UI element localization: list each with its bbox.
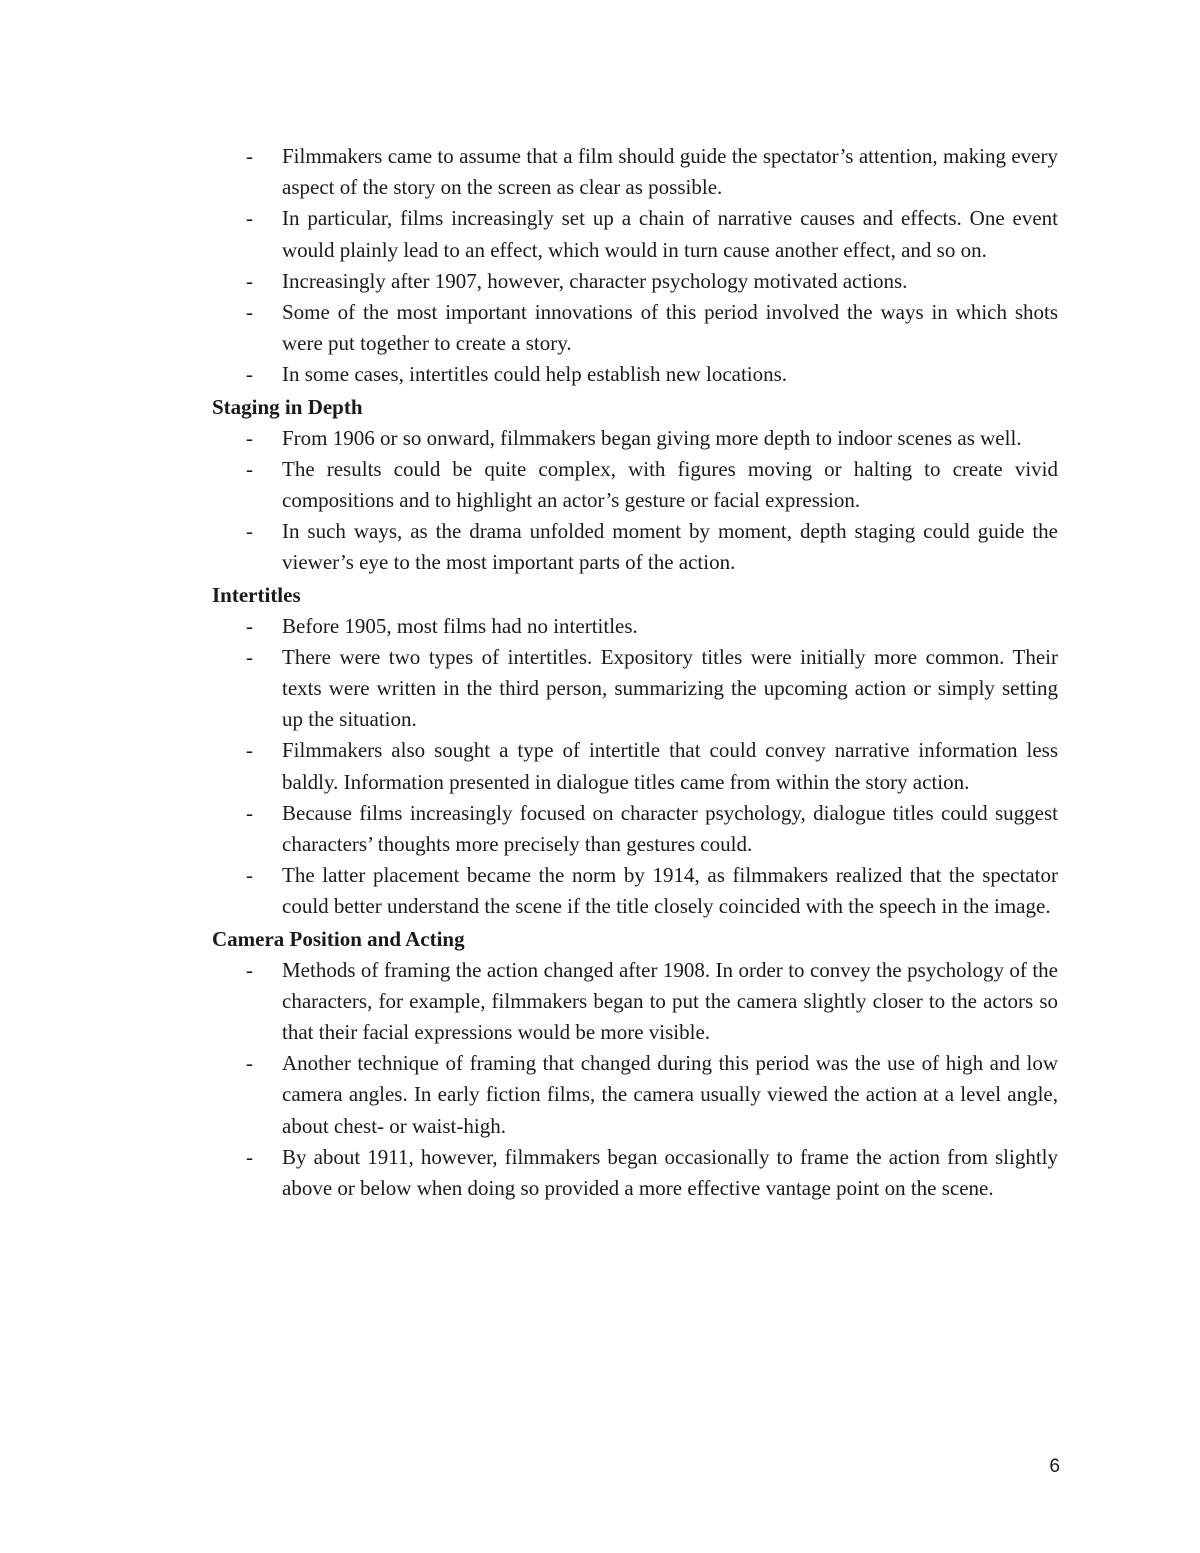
bullet-item: [212, 955, 1058, 1049]
bullet-dash: -: [246, 957, 253, 982]
bullet-item: [212, 423, 1058, 454]
intertitles-bullet-list: [212, 611, 1058, 923]
page-content: [212, 141, 1058, 1204]
bullet-text: Before 1905, most films had no intertitles.: [282, 613, 638, 638]
bullet-text: The results could be quite complex, with figures moving or halting to create vivid compositions and to highlight an actor’s gesture or facial expression.: [282, 456, 1058, 513]
bullet-dash: -: [246, 456, 253, 481]
bullet-item: [212, 297, 1058, 359]
bullet-item: [212, 1048, 1058, 1142]
staging-bullet-list: [212, 423, 1058, 579]
bullet-text: Another technique of framing that changed during this period was the use of high and low camera angles. In early fiction films, the camera usually viewed the action at a level angle, about chest- or waist-high.: [282, 1051, 1058, 1138]
bullet-dash: -: [246, 300, 253, 325]
bullet-item: [212, 642, 1058, 736]
bullet-dash: -: [246, 613, 253, 638]
bullet-text: There were two types of intertitles. Expository titles were initially more common. Their texts were written in the third person, summarizing the upcoming action or simply setting up the situation.: [282, 644, 1058, 732]
bullet-dash: -: [246, 519, 253, 544]
section-heading-camera: Camera Position and Acting: [212, 926, 465, 951]
bullet-text: In particular, films increasingly set up a chain of narrative causes and effects. One event would plainly lead to an effect, which would in turn cause another effect, and so on.: [282, 206, 1058, 262]
bullet-dash: -: [246, 644, 253, 669]
bullet-item: [212, 359, 1058, 390]
bullet-dash: -: [246, 268, 253, 293]
bullet-item: [212, 203, 1058, 265]
section-heading-staging: Staging in Depth: [212, 394, 363, 419]
bullet-text: The latter placement became the norm by 1914, as filmmakers realized that the spectator could better understand the scene if the title closely coincided with the speech in the image.: [282, 863, 1058, 919]
bullet-item: [212, 516, 1058, 578]
bullet-dash: -: [246, 425, 253, 450]
bullet-text: From 1906 or so onward, filmmakers began giving more depth to indoor scenes as well.: [282, 425, 1022, 450]
camera-bullet-list: [212, 955, 1058, 1205]
bullet-dash: -: [246, 1144, 253, 1169]
bullet-text: Because films increasingly focused on character psychology, dialogue titles could suggest characters’ thoughts more precisely than gestures could.: [282, 800, 1058, 857]
section-heading-intertitles: Intertitles: [212, 582, 301, 607]
bullet-item: [212, 1142, 1058, 1204]
intro-bullet-list: [212, 141, 1058, 391]
bullet-dash: -: [246, 362, 253, 387]
bullet-item: [212, 735, 1058, 797]
bullet-item: [212, 611, 1058, 642]
bullet-text: In such ways, as the drama unfolded moment by moment, depth staging could guide the viewer’s eye to the most important parts of the action.: [282, 519, 1058, 575]
bullet-item: [212, 454, 1058, 516]
bullet-text: In some cases, intertitles could help establish new locations.: [282, 362, 788, 387]
bullet-text: Filmmakers also sought a type of intertitle that could convey narrative information less baldly. Information presented in dialogue titles came from within the story action.: [282, 738, 1058, 794]
bullet-dash: -: [246, 863, 253, 888]
bullet-dash: -: [246, 1051, 253, 1076]
bullet-text: By about 1911, however, filmmakers began occasionally to frame the action from slightly above or below when doing so provided a more effective vantage point on the scene.: [282, 1144, 1058, 1201]
bullet-text: Some of the most important innovations of this period involved the ways in which shots were put together to create a story.: [282, 300, 1058, 356]
bullet-item: [212, 141, 1058, 203]
page-number: 6: [1049, 1456, 1060, 1477]
bullet-dash: -: [246, 206, 253, 231]
bullet-dash: -: [246, 738, 253, 763]
bullet-text: Increasingly after 1907, however, character psychology motivated actions.: [282, 268, 908, 293]
bullet-item: [212, 860, 1058, 922]
bullet-text: Filmmakers came to assume that a film should guide the spectator’s attention, making every aspect of the story on the screen as clear as possible.: [282, 144, 1058, 200]
bullet-item: [212, 266, 1058, 297]
bullet-text: Methods of framing the action changed after 1908. In order to convey the psychology of the characters, for example, filmmakers began to put the camera slightly closer to the actors so that their facial expressions would be more visible.: [282, 957, 1058, 1045]
bullet-dash: -: [246, 800, 253, 825]
bullet-dash: -: [246, 144, 253, 168]
bullet-item: [212, 798, 1058, 860]
